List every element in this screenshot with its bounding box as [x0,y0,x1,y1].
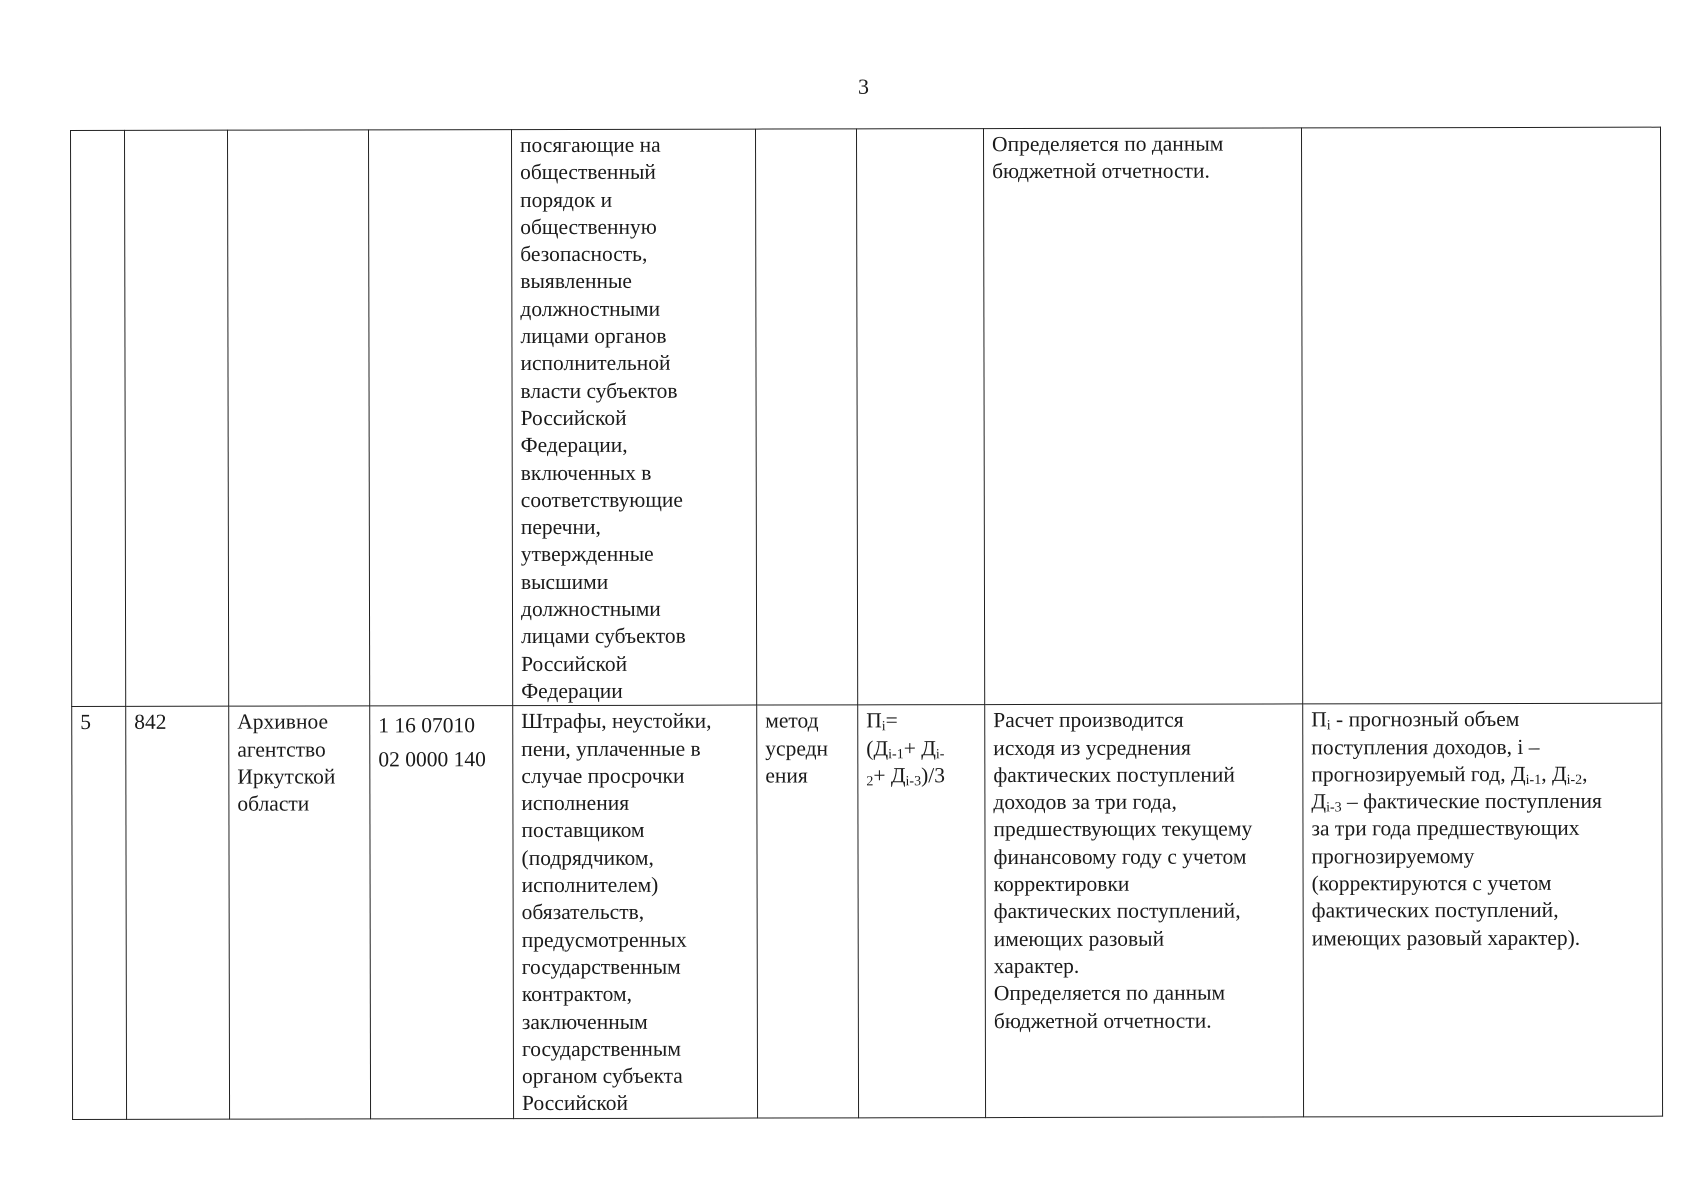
cell-number: 5 [72,707,127,1120]
text-line: общественный [520,160,656,185]
text-line: общественную [520,214,657,239]
text-line: исходя из усреднения [993,735,1191,760]
text-line: бюджетной отчетности. [992,158,1210,184]
cell-legend [1301,127,1661,704]
text-line: метод [765,708,819,733]
text-line: фактических поступлений, [993,898,1241,924]
text-line: заключенным [521,1009,648,1034]
text-line: случае просрочки [521,763,685,788]
cell-calculation [985,704,1304,1117]
legend-line: $Д_{i-3}$ – фактические поступления [1311,788,1602,816]
legend-line: фактических поступлений, [1311,898,1559,923]
text-line: Определяется по данным [992,131,1224,157]
text-line: предшествующих текущему [993,816,1253,842]
legend-line: $П_i$ - прогнозный объем [1311,707,1520,734]
text-line: Федерации, [520,433,628,458]
text-line: бюджетной отчетности. [993,1008,1212,1033]
text-line: Российской [520,405,627,431]
text-line: порядок и [520,187,613,212]
text-line: включенных в [520,460,652,485]
cell-kbk [369,130,513,707]
cell-calculation [983,128,1302,705]
text-line: усредн [765,735,829,761]
cell-formula [856,129,984,705]
text-line: Иркутской [237,764,336,789]
text-line: (подрядчиком, [521,845,654,870]
legend-line: имеющих разовый характер). [1311,925,1581,951]
text-line: лицами субъектов [521,624,686,649]
cell-method [755,129,857,705]
text-line: органом субъекта [521,1063,683,1089]
text-line: государственным [521,1036,681,1061]
text-line: Штрафы, неустойки, [521,708,712,734]
formula-line: $П_i=$ [866,708,898,735]
text-line: характер. [993,953,1080,978]
cell-legend [1303,703,1663,1116]
formula-line: ($Д_{i-1}+ Д_{i-}$ [866,735,945,762]
text-line: посягающие на [520,132,661,158]
text-line: контрактом, [521,982,632,1007]
cell-number [71,130,126,706]
cell-kbk [370,706,514,1119]
text-line: выявленные [520,269,632,294]
text-line: исполнителем) [521,872,659,898]
formula-line: $_2+ Д_{i-3})/3$ [866,762,946,790]
legend-line: (корректируются с учетом [1311,870,1552,896]
text-line: 02 0000 140 [378,747,486,772]
text-line: имеющих разовый [993,926,1165,951]
text-line: поставщиком [521,818,645,843]
cell-admin-code [125,130,229,706]
cell-formula [858,705,986,1118]
text-line: должностными [520,596,661,622]
text-line: агентство [237,736,326,762]
legend-line: прогнозируемый год, $Д_{i-1}$, $Д_{i-2}$, [1311,761,1588,788]
text-line: Российской [522,1091,629,1116]
text-line: высшими [520,569,609,594]
legend-line: прогнозируемому [1311,843,1475,869]
text-line: доходов за три года, [993,789,1177,815]
text-line: Российской [521,651,628,676]
table-row-continuation [71,127,1662,707]
text-line: пени, уплаченные в [521,736,701,761]
legend-line: за три года предшествующих [1311,816,1580,841]
revenue-forecast-table [70,127,1663,1120]
text-line: исполнения [521,790,630,816]
cell-administrator [228,130,370,707]
text-line: обязательств, [521,900,645,925]
text-line: утвержденные [520,542,654,567]
text-line: государственным [521,954,681,979]
text-line: фактических поступлений [993,762,1235,787]
text-line: Федерации [521,678,623,703]
cell-description [513,705,758,1118]
text-line: Архивное [237,709,329,734]
text-line: соответствующие [520,487,683,512]
table-row-5 [72,703,1663,1119]
text-line: должностными [520,296,661,321]
text-line: Расчет производится [993,707,1184,733]
text-line: ения [765,763,808,788]
text-line: предусмотренных [521,927,687,952]
text-line: корректировки [993,871,1130,897]
text-line: безопасность, [520,241,648,267]
text-line: финансовому году с учетом [993,844,1247,869]
text-line: Определяется по данным [993,980,1226,1006]
text-line: области [237,791,310,816]
text-line: 1 16 07010 [378,713,476,738]
page-number: 3 [858,74,869,99]
cell-method [757,705,859,1118]
text-line: перечни, [520,515,601,540]
cell-administrator [229,706,371,1119]
text-line: власти субъектов [520,378,678,403]
text-line: лицами органов [520,323,667,349]
cell-description [512,129,757,706]
cell-admin-code: 842 [126,706,230,1119]
legend-line: поступления доходов, i – [1311,734,1540,759]
text-line: исполнительной [520,351,671,376]
